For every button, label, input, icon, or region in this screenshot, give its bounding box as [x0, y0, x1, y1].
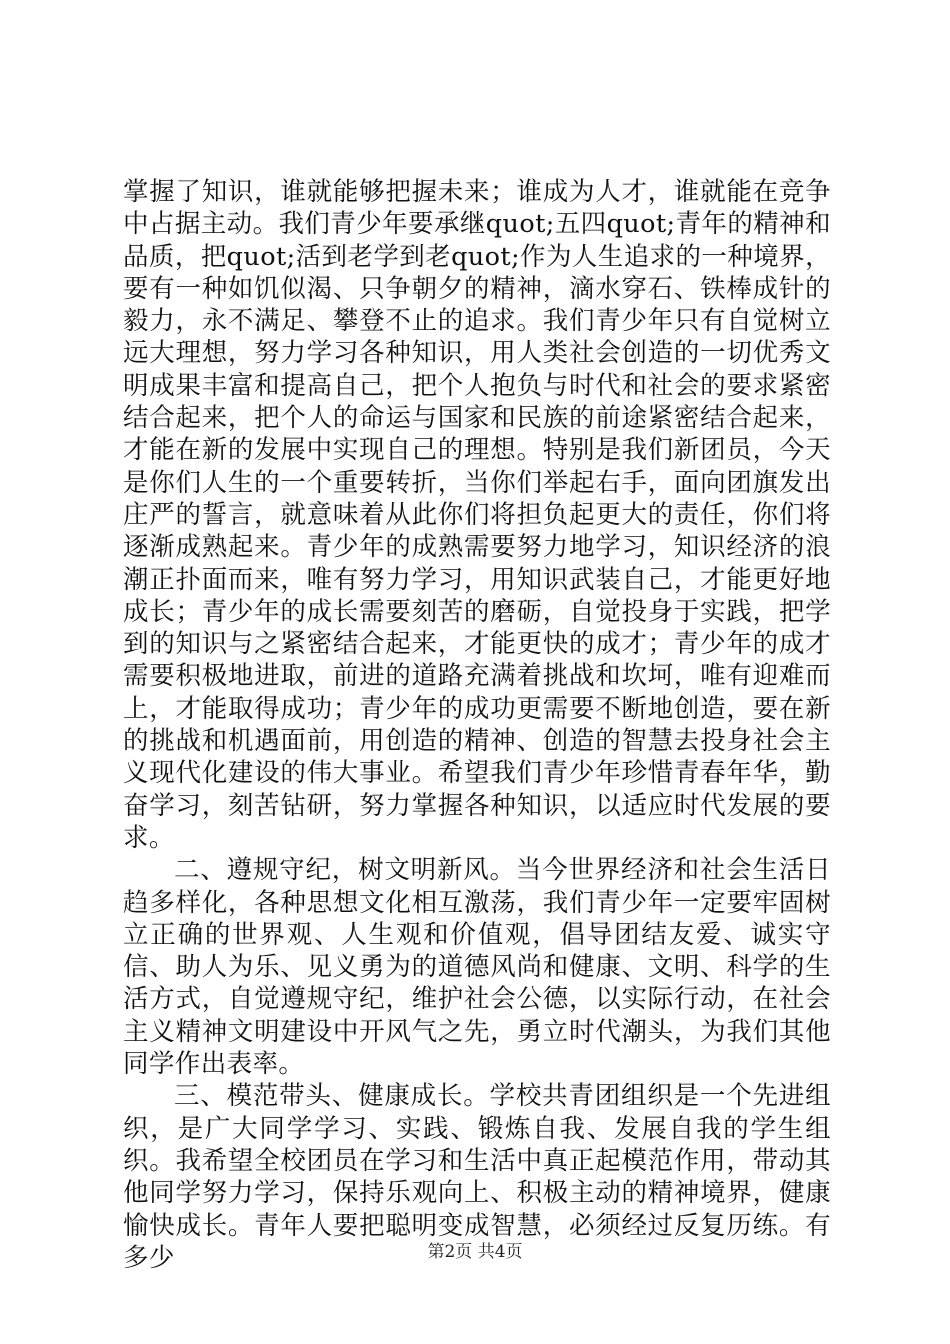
document-body	[123, 176, 831, 1274]
page-number-label: 第2页 共4页	[427, 1242, 523, 1262]
paragraph-section-three: 三、模范带头、健康成长。学校共青团组织是一个先进组织，是广大同学学习、实践、锻炼自我、发展自我的学生组织。我希望全校团员在学习和生活中真正起模范作用，带动其他同学努力学习，保持乐观向上、积极主动的精神境界，健康愉快成长。青年人要把聪明变成智慧，必须经过反复历练。有多少	[123, 1081, 831, 1273]
paragraph-section-two: 二、遵规守纪，树文明新风。当今世界经济和社会生活日趋多样化，各种思想文化相互激荡，我们青少年一定要牢固树立正确的世界观、人生观和价值观，倡导团结友爱、诚实守信、助人为乐、见义勇为的道德风尚和健康、文明、科学的生活方式，自觉遵规守纪，维护社会公德，以实际行动，在社会主义精神文明建设中开风气之先，勇立时代潮头，为我们其他同学作出表率。	[123, 855, 831, 1080]
paragraph-continuation: 掌握了知识，谁就能够把握未来；谁成为人才，谁就能在竞争中占据主动。我们青少年要承继quot;五四quot;青年的精神和品质，把quot;活到老学到老quot;作为人生追求的一种境界，要有一种如饥似渴、只争朝夕的精神，滴水穿石、铁棒成针的毅力，永不满足、攀登不止的追求。我们青少年只有自觉树立远大理想，努力学习各种知识，用人类社会创造的一切优秀文明成果丰富和提高自己，把个人抱负与时代和社会的要求紧密结合起来，把个人的命运与国家和民族的前途紧密结合起来，才能在新的发展中实现自己的理想。特别是我们新团员，今天是你们人生的一个重要转折，当你们举起右手，面向团旗发出庄严的誓言，就意味着从此你们将担负起更大的责任，你们将逐渐成熟起来。青少年的成熟需要努力地学习，知识经济的浪潮正扑面而来，唯有努力学习，用知识武装自己，才能更好地成长；青少年的成长需要刻苦的磨砺，自觉投身于实践，把学到的知识与之紧密结合起来，才能更快的成才；青少年的成才需要积极地进取，前进的道路充满着挑战和坎坷，唯有迎难而上，才能取得成功；青少年的成功更需要不断地创造，要在新的挑战和机遇面前，用创造的精神、创造的智慧去投身社会主义现代化建设的伟大事业。希望我们青少年珍惜青春年华，勤奋学习，刻苦钻研，努力掌握各种知识，以适应时代发展的要求。	[123, 177, 831, 853]
page-footer	[0, 1241, 950, 1263]
